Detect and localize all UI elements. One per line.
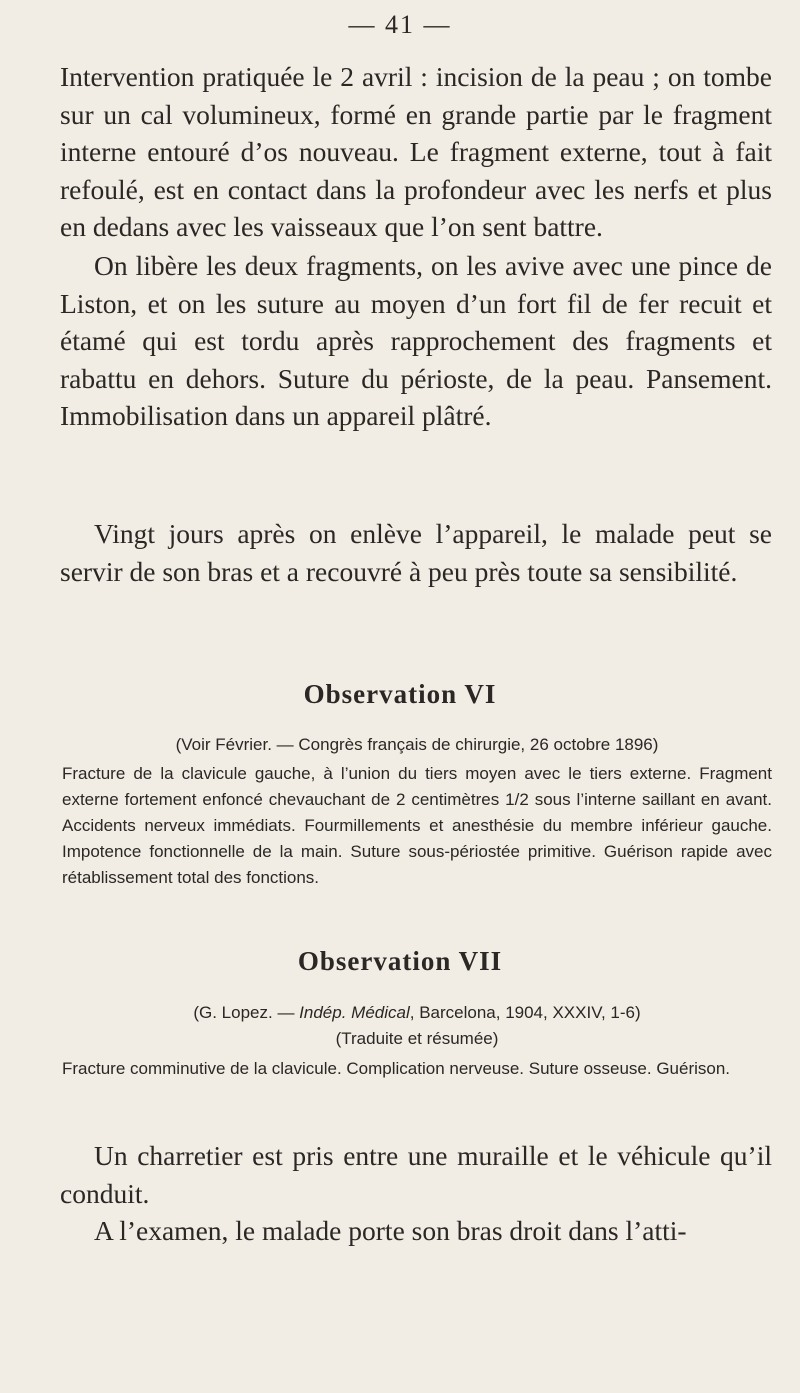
observation-7-author: (G. Lopez. —	[193, 1003, 300, 1022]
paragraph-liberation: On libère les deux fragments, on les avive avec une pince de Liston, et on les suture au moyen d’un fort fil de fer recuit et étamé qui est tordu après rapprochement des fragments et rabattu en dehors. Suture du périoste, de la peau. Pansement. Immobilisation dans un appareil plâtré.	[60, 250, 772, 431]
observation-7-title: Observation VII	[297, 946, 503, 976]
paragraph-examen: A l’examen, le malade porte son bras droit dans l’atti-	[94, 1215, 687, 1246]
observation-7-journal: Indép. Médical	[299, 1003, 410, 1022]
paragraph-vingt-jours: Vingt jours après on enlève l’appareil, le malade peut se servir de son bras et a recouvré à peu près toute sa sensibilité.	[60, 518, 772, 587]
paragraph-charretier: Un charretier est pris entre une muraille et le véhicule qu’il conduit.	[60, 1140, 772, 1209]
observation-6-title: Observation VI	[303, 679, 497, 709]
observation-7-translation-note: (Traduite et résumée)	[335, 1029, 499, 1048]
observation-7-source-rest: , Barcelona, 1904, XXXIV, 1-6)	[409, 1003, 641, 1022]
page-number: — 41 —	[348, 10, 452, 39]
observation-6-source: (Voir Février. — Congrès français de chirurgie, 26 octobre 1896)	[175, 735, 659, 754]
paragraph-intervention: Intervention pratiquée le 2 avril : incision de la peau ; on tombe sur un cal volumineux, formé en grande partie par le fragment interne entouré d’os nouveau. Le fragment externe, tout à fait refoulé, est en contact dans la profondeur avec les nerfs et plus en dedans avec les vaisseaux que l’on sent battre.	[60, 61, 772, 242]
observation-7-summary: Fracture comminutive de la clavicule. Complication nerveuse. Suture osseuse. Guérison.	[62, 1059, 731, 1078]
observation-6-summary: Fracture de la clavicule gauche, à l’union du tiers moyen avec le tiers externe. Fragment externe fortement enfoncé chevauchant de 2 centimètres 1/2 sous l’interne saillant en avant. Accidents nerveux immédiats. Fourmillements et anesthésie du membre inférieur gauche. Impotence fonctionnelle de la main. Suture sous-périostée primitive. Guérison rapide avec rétablissement total des fonctions.	[62, 764, 772, 887]
observation-7-source	[62, 1000, 772, 1026]
